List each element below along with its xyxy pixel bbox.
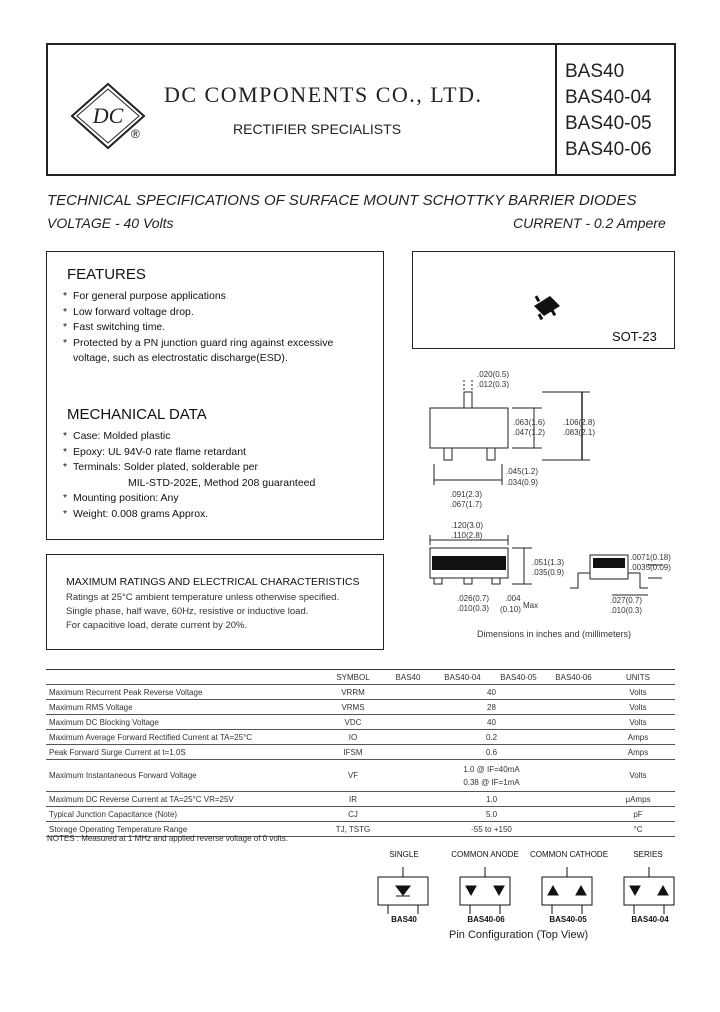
- pin-config-title: SINGLE: [389, 850, 419, 859]
- value-cell: 0.6: [382, 745, 601, 760]
- registered-mark: ®: [131, 127, 140, 141]
- symbol-cell: VF: [324, 760, 382, 792]
- list-item: * Weight: 0.008 grams Approx.: [63, 507, 209, 520]
- ratings-heading: MAXIMUM RATINGS AND ELECTRICAL CHARACTERISTICS: [66, 576, 360, 588]
- pin-config-part: BAS40: [391, 915, 417, 924]
- dim-label: .004: [505, 594, 521, 603]
- dim-label: .091(2.3): [450, 490, 483, 499]
- value-cell: [382, 760, 601, 792]
- table-row: [46, 700, 675, 715]
- ratings-line: Ratings at 25°C ambient temperature unless otherwise specified.: [66, 592, 340, 603]
- value-cell: 28: [382, 700, 601, 715]
- list-item: * Epoxy: UL 94V-0 rate flame retardant: [63, 445, 246, 458]
- dim-label: .027(0.7): [610, 596, 643, 605]
- dim-label: .0035(0.09): [630, 563, 671, 572]
- notes: NOTES : Measured at 1 MHz and applied reverse voltage of 0 volts.: [47, 834, 289, 843]
- symbol-cell: VRRM: [324, 685, 382, 700]
- list-item: * Terminals: Solder plated, solderable per: [63, 461, 259, 473]
- value-line: 0.38 @ IF=1mA: [463, 777, 520, 787]
- ratings-line: Single phase, half wave, 60Hz, resistive or inductive load.: [66, 606, 309, 617]
- list-item: * Low forward voltage drop.: [63, 305, 194, 318]
- table-row: [46, 807, 675, 822]
- package-name: SOT-23: [612, 329, 657, 344]
- dim-label: .083(2.1): [563, 428, 596, 437]
- tagline: RECTIFIER SPECIALISTS: [233, 121, 402, 137]
- dim-label: .047(1.2): [513, 428, 546, 437]
- pin-config-part: BAS40-05: [549, 915, 587, 924]
- symbol-cell: IR: [324, 792, 382, 807]
- header-divider: [555, 43, 557, 176]
- table-row: [46, 685, 675, 700]
- list-item: * Mounting position: Any: [63, 492, 179, 504]
- param-cell: Maximum DC Blocking Voltage: [46, 715, 324, 730]
- units-cell: μAmps: [601, 792, 675, 807]
- part-number: BAS40: [565, 61, 625, 82]
- dim-label: .067(1.7): [450, 500, 483, 509]
- dim-label: .045(1.2): [506, 467, 539, 476]
- units-cell: °C: [601, 822, 675, 837]
- value-cell: 5.0: [382, 807, 601, 822]
- value-cell: 40: [382, 685, 601, 700]
- dim-label: .010(0.3): [610, 606, 643, 615]
- mechanical-heading: MECHANICAL DATA: [67, 406, 207, 423]
- value-line: 1.0 @ IF=40mA: [463, 764, 520, 774]
- pin-config-title: COMMON ANODE: [451, 850, 519, 859]
- list-item: * Case: Molded plastic: [63, 430, 171, 442]
- param-cell: Maximum Recurrent Peak Reverse Voltage: [46, 685, 324, 700]
- sot23-package-icon: [528, 290, 564, 326]
- table-header: BAS40-06: [546, 670, 601, 685]
- part-list: [565, 59, 652, 163]
- value-cell: -55 to +150: [382, 822, 601, 837]
- table-row: [46, 730, 675, 745]
- dim-label: .012(0.3): [477, 380, 510, 389]
- dim-label: .106(2.8): [563, 418, 596, 427]
- table-row: [46, 715, 675, 730]
- param-cell: Storage Operating Temperature Range: [46, 822, 324, 837]
- dim-label: .0071(0.18): [630, 553, 671, 562]
- dim-label: .120(3.0): [451, 521, 484, 530]
- part-number: BAS40-05: [565, 113, 652, 134]
- pin-config-caption: Pin Configuration (Top View): [449, 929, 589, 941]
- symbol-cell: VRMS: [324, 700, 382, 715]
- part-number: BAS40-04: [565, 87, 652, 108]
- param-cell: Maximum Instantaneous Forward Voltage: [46, 760, 324, 792]
- current-rating: CURRENT - 0.2 Ampere: [513, 215, 666, 231]
- table-header: UNITS: [601, 670, 675, 685]
- units-cell: Amps: [601, 730, 675, 745]
- table-header: SYMBOL: [324, 670, 382, 685]
- part-number: BAS40-06: [565, 139, 652, 160]
- symbol-cell: VDC: [324, 715, 382, 730]
- value-cell: 0.2: [382, 730, 601, 745]
- table-header: [46, 670, 324, 685]
- spec-title: TECHNICAL SPECIFICATIONS OF SURFACE MOUNT SCHOTTKY BARRIER DIODES: [47, 192, 637, 209]
- voltage-rating: VOLTAGE - 40 Volts: [47, 215, 174, 231]
- list-item: voltage, such as electrostatic discharge(ESD).: [73, 352, 288, 364]
- spec-table: [46, 669, 675, 837]
- symbol-cell: TJ, TSTG: [324, 822, 382, 837]
- table-row: [46, 792, 675, 807]
- dim-label: .020(0.5): [477, 370, 510, 379]
- dim-label: Max: [523, 601, 539, 610]
- pin-config-part: BAS40-04: [631, 915, 669, 924]
- table-row: [46, 745, 675, 760]
- param-cell: Maximum RMS Voltage: [46, 700, 324, 715]
- value-cell: 40: [382, 715, 601, 730]
- symbol-cell: IO: [324, 730, 382, 745]
- param-cell: Typical Junction Capacitance (Note): [46, 807, 324, 822]
- dim-label: .110(2.8): [451, 531, 483, 540]
- list-item: * For general purpose applications: [63, 290, 226, 302]
- company-name: DC COMPONENTS CO., LTD.: [164, 82, 483, 107]
- table-header-row: [46, 670, 675, 685]
- dim-label: (0.10): [500, 605, 521, 614]
- table-header: BAS40-05: [491, 670, 546, 685]
- units-cell: Amps: [601, 745, 675, 760]
- pin-config-title: COMMON CATHODE: [529, 850, 609, 859]
- units-cell: Volts: [601, 685, 675, 700]
- pin-config-part: BAS40-06: [467, 915, 505, 924]
- dim-label: .051(1.3): [532, 558, 565, 567]
- units-cell: Volts: [601, 760, 675, 792]
- table-row: [46, 760, 675, 792]
- dim-label: .035(0.9): [532, 568, 565, 577]
- dim-label: .026(0.7): [457, 594, 490, 603]
- table-header: BAS40-04: [434, 670, 491, 685]
- param-cell: Maximum Average Forward Rectified Current at TA=25°C: [46, 730, 324, 745]
- param-cell: Maximum DC Reverse Current at TA=25°C VR=25V: [46, 792, 324, 807]
- symbol-cell: IFSM: [324, 745, 382, 760]
- symbol-cell: CJ: [324, 807, 382, 822]
- dim-label: .034(0.9): [506, 478, 539, 487]
- pin-config-diagrams: [370, 862, 690, 917]
- value-cell: 1.0: [382, 792, 601, 807]
- pin-config-title: SERIES: [633, 850, 663, 859]
- units-cell: Volts: [601, 715, 675, 730]
- units-cell: Volts: [601, 700, 675, 715]
- logo-text: DC: [92, 103, 124, 128]
- ratings-line: For capacitive load, derate current by 20%.: [66, 620, 248, 631]
- list-item: * Fast switching time.: [63, 321, 166, 333]
- ratings-lines: [66, 591, 339, 633]
- units-cell: pF: [601, 807, 675, 822]
- mechanical-list: [63, 429, 378, 522]
- dimensions-note: Dimensions in inches and (millimeters): [477, 629, 632, 639]
- dim-label: .063(1.6): [513, 418, 546, 427]
- table-header: BAS40: [382, 670, 434, 685]
- dim-label: .010(0.3): [457, 604, 490, 613]
- list-item: * Protected by a PN junction guard ring against excessive: [63, 336, 334, 349]
- features-list: [63, 289, 373, 367]
- param-cell: Peak Forward Surge Current at t=1.0S: [46, 745, 324, 760]
- features-heading: FEATURES: [67, 266, 146, 283]
- list-item: MIL-STD-202E, Method 208 guaranteed: [128, 476, 316, 489]
